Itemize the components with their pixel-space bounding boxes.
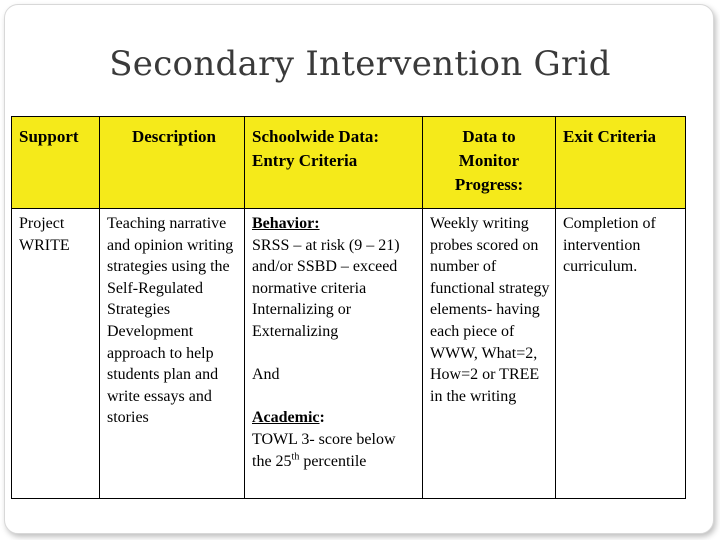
- slide-title: Secondary Intervention Grid: [109, 44, 611, 84]
- behavior-text: SRSS – at risk (9 – 21) and/or SSBD – exceed normative criteria Internalizing or Externalizing: [252, 236, 400, 340]
- cell-exit-criteria: Completion of intervention curriculum.: [556, 209, 686, 499]
- academic-label-line: Academic:: [252, 409, 325, 427]
- header-exit-criteria: Exit Criteria: [556, 117, 686, 209]
- cell-description: Teaching narrative and opinion writing strategies using the Self-Regulated Strategies Development approach to help students plan and write essays and stories: [100, 209, 245, 499]
- cell-entry-criteria: [245, 209, 423, 499]
- academic-label: Academic: [252, 409, 320, 427]
- intervention-grid-table: [11, 116, 686, 499]
- table-row: [12, 209, 686, 499]
- cell-support: Project WRITE: [12, 209, 100, 499]
- header-description: Description: [100, 117, 245, 209]
- header-monitor-progress: Data to Monitor Progress:: [423, 117, 556, 209]
- cell-monitor-progress: Weekly writing probes scored on number of functional strategy elements- having each piece of WWW, What=2, How=2 or TREE in the writing: [423, 209, 556, 499]
- header-row: [12, 117, 686, 209]
- academic-text: TOWL 3- score below the 25th percentile: [252, 430, 396, 470]
- connector-text: And: [252, 366, 280, 384]
- behavior-label: Behavior:: [252, 215, 320, 232]
- header-support: Support: [12, 117, 100, 209]
- header-entry-criteria: Schoolwide Data: Entry Criteria: [245, 117, 423, 209]
